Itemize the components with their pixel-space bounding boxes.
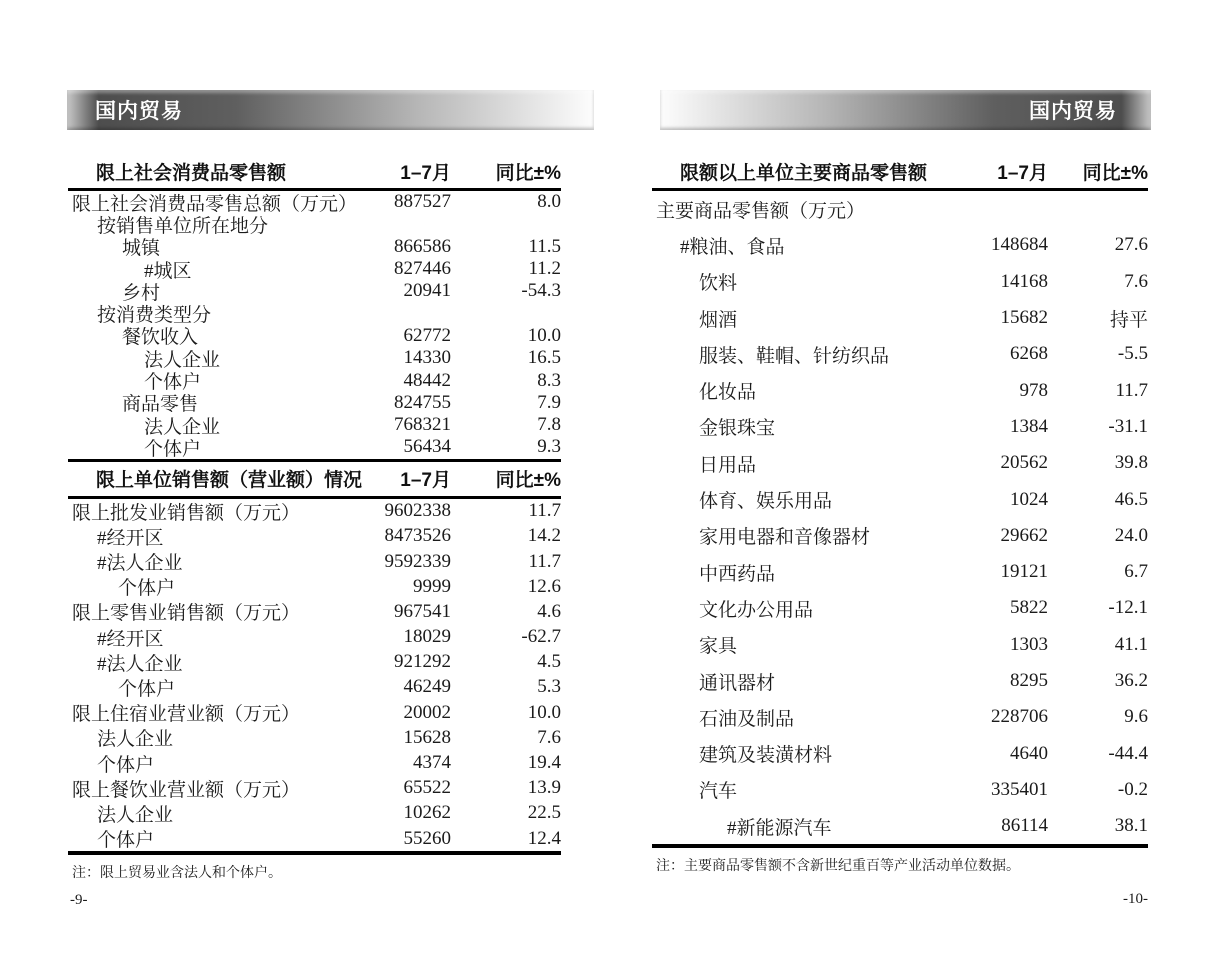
table-row: [652, 590, 1148, 626]
row-value: 827446: [394, 258, 451, 280]
row-label: 限上社会消费品零售总额（万元）: [72, 193, 358, 215]
row-value: 29662: [1000, 524, 1048, 546]
row-label: 法人企业: [97, 729, 174, 751]
row-label: #粮油、食品: [680, 236, 785, 258]
row-label: 饮料: [699, 273, 738, 295]
row-label: #经开区: [97, 527, 164, 549]
column-header-yoy: 同比±%: [495, 470, 561, 492]
row-label: 日用品: [699, 454, 757, 476]
left-page-column: [68, 154, 561, 909]
row-value: 967541: [394, 600, 451, 622]
row-label: 化妆品: [699, 382, 757, 404]
table-row: [652, 336, 1148, 372]
row-label: 体育、娱乐用品: [699, 491, 833, 513]
row-value: 4640: [1010, 742, 1048, 764]
table-row: [68, 347, 561, 369]
section-band-right: [660, 90, 1151, 130]
row-value: 4374: [413, 752, 451, 774]
page-number-right: -10-: [1123, 891, 1148, 908]
row-value: 768321: [394, 414, 451, 436]
row-yoy: -44.4: [1108, 742, 1148, 764]
row-yoy: 11.7: [1115, 379, 1148, 401]
row-yoy: 38.1: [1114, 815, 1148, 837]
table-title: 限上单位销售额（营业额）情况: [96, 470, 363, 492]
row-label: 按消费类型分: [97, 305, 212, 327]
table-row: [652, 627, 1148, 663]
row-value: 86114: [1001, 815, 1048, 837]
table-row: [652, 554, 1148, 590]
column-header-period: 1–7月: [997, 162, 1048, 184]
table-row: [68, 302, 561, 327]
table-row: [652, 191, 1148, 227]
row-value: 14168: [1000, 270, 1048, 292]
right-page-column: [652, 154, 1148, 908]
column-header-yoy: 同比±%: [1082, 162, 1148, 184]
table-row: [68, 213, 561, 235]
row-yoy: -62.7: [521, 626, 561, 648]
row-value: 1024: [1010, 488, 1048, 510]
table-row: [652, 300, 1148, 336]
table-row: [68, 700, 561, 725]
row-yoy: 14.2: [527, 525, 561, 547]
table-row: [68, 650, 561, 675]
row-label: 个体户: [118, 678, 176, 700]
table-row: [68, 191, 561, 213]
row-value: 10262: [403, 802, 451, 824]
row-value: 20562: [1000, 452, 1048, 474]
row-yoy: 16.5: [527, 347, 561, 369]
row-value: 1384: [1010, 415, 1048, 437]
row-yoy: 7.6: [1124, 270, 1148, 292]
table-row: [652, 409, 1148, 445]
data-table: [652, 154, 1148, 848]
column-header-period: 1–7月: [400, 162, 451, 184]
row-label: 石油及制品: [699, 708, 795, 730]
table-row: [652, 772, 1148, 808]
row-yoy: 11.5: [528, 235, 561, 257]
row-yoy: 12.6: [527, 575, 561, 597]
table-row: [652, 264, 1148, 300]
row-value: 62772: [403, 324, 451, 346]
row-label: 按销售单位所在地分: [97, 215, 269, 237]
table-row: [652, 699, 1148, 735]
row-yoy: 10.0: [527, 324, 561, 346]
column-header-period: 1–7月: [400, 470, 451, 492]
band-title-right: 国内贸易: [1029, 100, 1117, 123]
table-row: [68, 549, 561, 574]
row-yoy: -31.1: [1108, 415, 1148, 437]
row-value: 15682: [1000, 307, 1048, 329]
row-value: 6268: [1010, 343, 1048, 365]
table-row: [68, 258, 561, 280]
row-value: 55260: [403, 827, 451, 849]
table-row: [68, 574, 561, 599]
row-value: 14330: [403, 347, 451, 369]
row-label: 服装、鞋帽、针纺织品: [699, 345, 890, 367]
data-table: [68, 154, 561, 462]
row-value: 48442: [403, 369, 451, 391]
table-row: [68, 524, 561, 549]
row-yoy: 7.6: [537, 726, 561, 748]
row-label: 主要商品零售额（万元）: [656, 200, 866, 222]
table-row: [652, 372, 1148, 408]
row-value: 228706: [991, 706, 1048, 728]
table-row: [68, 801, 561, 826]
row-yoy: -12.1: [1108, 597, 1148, 619]
row-yoy: 46.5: [1114, 488, 1148, 510]
row-label: 中西药品: [699, 563, 776, 585]
table-row: [68, 369, 561, 394]
data-table: [68, 462, 561, 856]
row-value: 5822: [1010, 597, 1048, 619]
table-note-right: 注：主要商品零售额不含新世纪重百等产业活动单位数据。: [656, 859, 1020, 875]
row-yoy: -0.2: [1117, 778, 1148, 800]
row-yoy: 4.5: [537, 651, 561, 673]
row-label: 汽车: [699, 781, 738, 803]
table-header-row: [68, 154, 561, 188]
table-row: [68, 826, 561, 851]
row-value: 921292: [394, 651, 451, 673]
row-yoy: 11.2: [528, 258, 561, 280]
row-label: 法人企业: [144, 349, 221, 371]
row-value: 56434: [403, 436, 451, 458]
left-tables: [68, 154, 561, 855]
row-yoy: 11.7: [528, 500, 561, 522]
row-yoy: 9.3: [537, 436, 561, 458]
table-row: [652, 518, 1148, 554]
row-value: 9999: [413, 575, 451, 597]
row-label: #城区: [144, 260, 192, 282]
row-label: 限上住宿业营业额（万元）: [72, 704, 301, 726]
row-value: 887527: [394, 191, 451, 213]
table-row: [68, 325, 561, 347]
table-note-left: 注：限上贸易业含法人和个体户。: [72, 866, 282, 882]
row-yoy: 4.6: [537, 600, 561, 622]
table-row: [652, 663, 1148, 699]
row-label: 乡村: [122, 282, 161, 304]
row-value: 19121: [1000, 561, 1048, 583]
row-label: 商品零售: [122, 394, 199, 416]
row-label: 个体户: [144, 372, 202, 394]
row-value: 148684: [991, 234, 1048, 256]
row-yoy: 19.4: [527, 752, 561, 774]
row-value: 8473526: [384, 525, 451, 547]
table-row: [68, 414, 561, 436]
row-yoy: 11.7: [528, 550, 561, 572]
row-yoy: 10.0: [527, 701, 561, 723]
row-label: #新能源汽车: [727, 817, 832, 839]
row-value: 9602338: [384, 500, 451, 522]
row-label: #法人企业: [97, 553, 183, 575]
row-label: 个体户: [97, 754, 155, 776]
row-label: 家具: [699, 636, 738, 658]
row-value: 8295: [1010, 670, 1048, 691]
row-label: 限上餐饮业营业额（万元）: [72, 779, 301, 801]
row-label: 个体户: [144, 438, 202, 460]
section-band-left: [67, 90, 594, 130]
table-title: 限额以上单位主要商品零售额: [680, 162, 928, 184]
row-label: 家用电器和音像器材: [699, 527, 871, 549]
row-yoy: 12.4: [527, 827, 561, 849]
page-number-left: -9-: [70, 892, 88, 909]
table-row: [68, 436, 561, 458]
row-label: 金银珠宝: [699, 418, 776, 440]
row-yoy: 5.3: [537, 676, 561, 698]
row-yoy: 持平: [1109, 309, 1148, 331]
row-label: 餐饮收入: [122, 327, 199, 349]
table-header-row: [652, 154, 1148, 188]
table-bottom-divider: [652, 844, 1148, 848]
row-value: 866586: [394, 235, 451, 257]
table-header-row: [68, 462, 561, 496]
row-label: 城镇: [122, 238, 161, 260]
row-label: 烟酒: [699, 309, 738, 331]
row-yoy: 7.9: [537, 391, 561, 413]
row-value: 978: [1019, 379, 1048, 401]
row-label: 个体户: [118, 578, 176, 600]
row-value: 18029: [403, 626, 451, 648]
right-tables: [652, 154, 1148, 848]
row-yoy: 24.0: [1114, 524, 1148, 546]
table-row: [652, 808, 1148, 844]
row-value: 20002: [403, 701, 451, 723]
row-yoy: 7.8: [537, 414, 561, 436]
row-label: 建筑及装潢材料: [699, 745, 833, 767]
table-row: [68, 675, 561, 700]
row-yoy: 6.7: [1124, 561, 1148, 583]
row-value: 65522: [403, 777, 451, 799]
row-label: 通讯器材: [699, 672, 776, 694]
row-label: #经开区: [97, 628, 164, 650]
table-row: [652, 735, 1148, 771]
table-row: [68, 625, 561, 650]
row-label: 个体户: [97, 830, 155, 852]
column-header-yoy: 同比±%: [495, 162, 561, 184]
row-yoy: 41.1: [1114, 633, 1148, 655]
row-value: 824755: [394, 391, 451, 413]
table-row: [68, 499, 561, 524]
row-yoy: -54.3: [521, 280, 561, 302]
row-yoy: 22.5: [527, 802, 561, 824]
row-yoy: 27.6: [1114, 234, 1148, 256]
band-title-left: 国内贸易: [95, 100, 183, 123]
row-value: 9592339: [384, 550, 451, 572]
table-row: [652, 481, 1148, 517]
row-label: 法人企业: [97, 804, 174, 826]
row-label: 法人企业: [144, 416, 221, 438]
row-label: 限上批发业销售额（万元）: [72, 502, 301, 524]
row-yoy: 13.9: [527, 777, 561, 799]
row-yoy: -5.5: [1117, 343, 1148, 365]
row-yoy: 8.0: [537, 191, 561, 213]
table-row: [68, 236, 561, 258]
table-row: [652, 227, 1148, 263]
row-value: 20941: [403, 280, 451, 302]
table-row: [652, 445, 1148, 481]
table-row: [68, 280, 561, 302]
row-value: 335401: [991, 778, 1048, 800]
table-row: [68, 392, 561, 414]
row-value: 15628: [403, 726, 451, 748]
row-value: 1303: [1010, 633, 1048, 655]
row-yoy: 36.2: [1114, 670, 1148, 691]
table-row: [68, 776, 561, 801]
table-row: [68, 725, 561, 750]
row-label: 文化办公用品: [699, 599, 814, 621]
row-yoy: 39.8: [1114, 452, 1148, 474]
table-row: [68, 599, 561, 624]
table-title: 限上社会消费品零售额: [96, 162, 287, 184]
row-value: 46249: [403, 676, 451, 698]
row-yoy: 9.6: [1124, 706, 1148, 728]
row-label: 限上零售业销售额（万元）: [72, 603, 301, 625]
row-yoy: 8.3: [537, 369, 561, 391]
row-label: #法人企业: [97, 653, 183, 675]
table-row: [68, 750, 561, 775]
